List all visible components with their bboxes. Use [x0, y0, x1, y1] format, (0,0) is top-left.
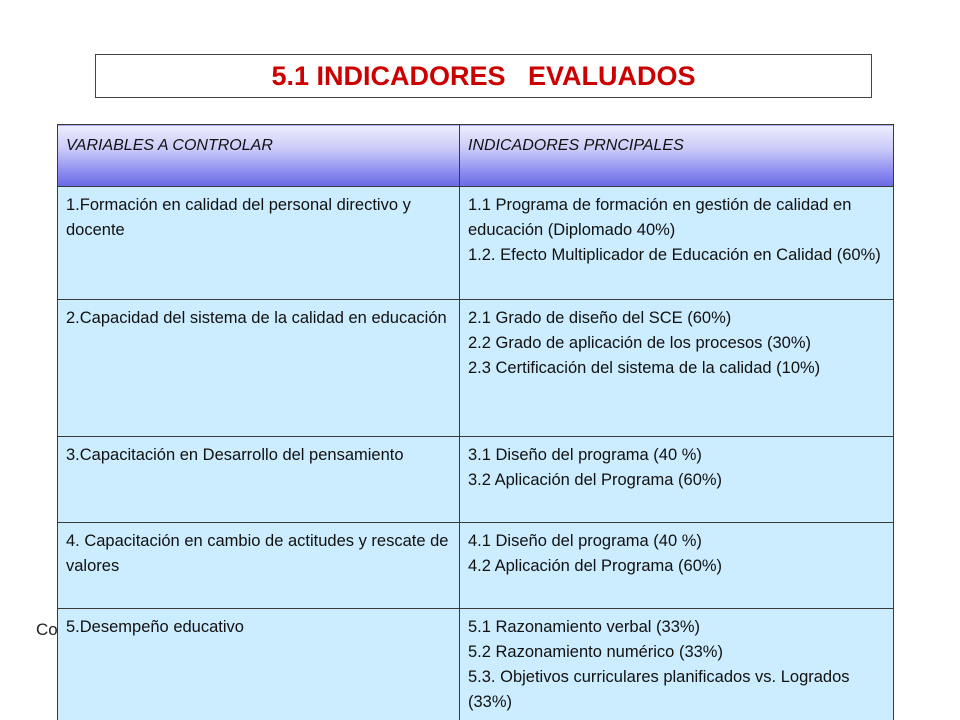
indicator-text: 4.2 Aplicación del Programa (60%) — [468, 557, 723, 575]
table-row — [58, 609, 894, 720]
indicator-text: 2.2 Grado de aplicación de los procesos (30%) — [468, 334, 812, 352]
variable-cell — [58, 523, 460, 609]
variable-text: 3.Capacitación en Desarrollo del pensamiento — [66, 446, 404, 464]
indicator-cell — [460, 609, 894, 720]
title-box — [95, 54, 872, 98]
indicator-text: 2.1 Grado de diseño del SCE (60%) — [468, 309, 732, 327]
header-variables: VARIABLES A CONTROLAR — [58, 125, 460, 187]
indicator-cell — [460, 437, 894, 523]
table-header-row — [58, 125, 894, 187]
variable-text: 2.Capacidad del sistema de la calidad en educación — [66, 309, 447, 327]
variable-text: 5.Desempeño educativo — [66, 618, 244, 636]
indicators-table-container — [57, 124, 893, 720]
variable-text: 4. Capacitación en cambio de actitudes y rescate de valores — [66, 532, 449, 575]
page-title: 5.1 INDICADORES EVALUADOS — [271, 60, 696, 91]
header-indicators: INDICADORES PRNCIPALES — [460, 125, 894, 187]
table-row — [58, 437, 894, 523]
indicator-text: 1.2. Efecto Multiplicador de Educación en Calidad (60%) — [468, 246, 881, 264]
indicator-text: 4.1 Diseño del programa (40 %) — [468, 532, 702, 550]
indicator-text: 3.2 Aplicación del Programa (60%) — [468, 471, 723, 489]
indicator-text: 1.1 Programa de formación en gestión de calidad en educación (Diplomado 40%) — [468, 196, 852, 239]
variable-cell — [58, 187, 460, 300]
variable-cell — [58, 609, 460, 720]
indicator-text: 2.3 Certificación del sistema de la calidad (10%) — [468, 359, 821, 377]
indicator-text: 5.1 Razonamiento verbal (33%) — [468, 618, 701, 636]
stray-text: Co — [36, 620, 58, 639]
table-row — [58, 523, 894, 609]
indicator-cell — [460, 300, 894, 437]
indicator-text: 3.1 Diseño del programa (40 %) — [468, 446, 702, 464]
variable-cell — [58, 300, 460, 437]
indicator-cell — [460, 187, 894, 300]
indicators-table — [57, 124, 894, 720]
table-row — [58, 187, 894, 300]
variable-text: 1.Formación en calidad del personal directivo y docente — [66, 196, 411, 239]
indicator-text: 5.2 Razonamiento numérico (33%) — [468, 643, 723, 661]
indicator-cell — [460, 523, 894, 609]
table-row — [58, 300, 894, 437]
indicator-text: 5.3. Objetivos curriculares planificados vs. Logrados (33%) — [468, 668, 850, 711]
variable-cell — [58, 437, 460, 523]
